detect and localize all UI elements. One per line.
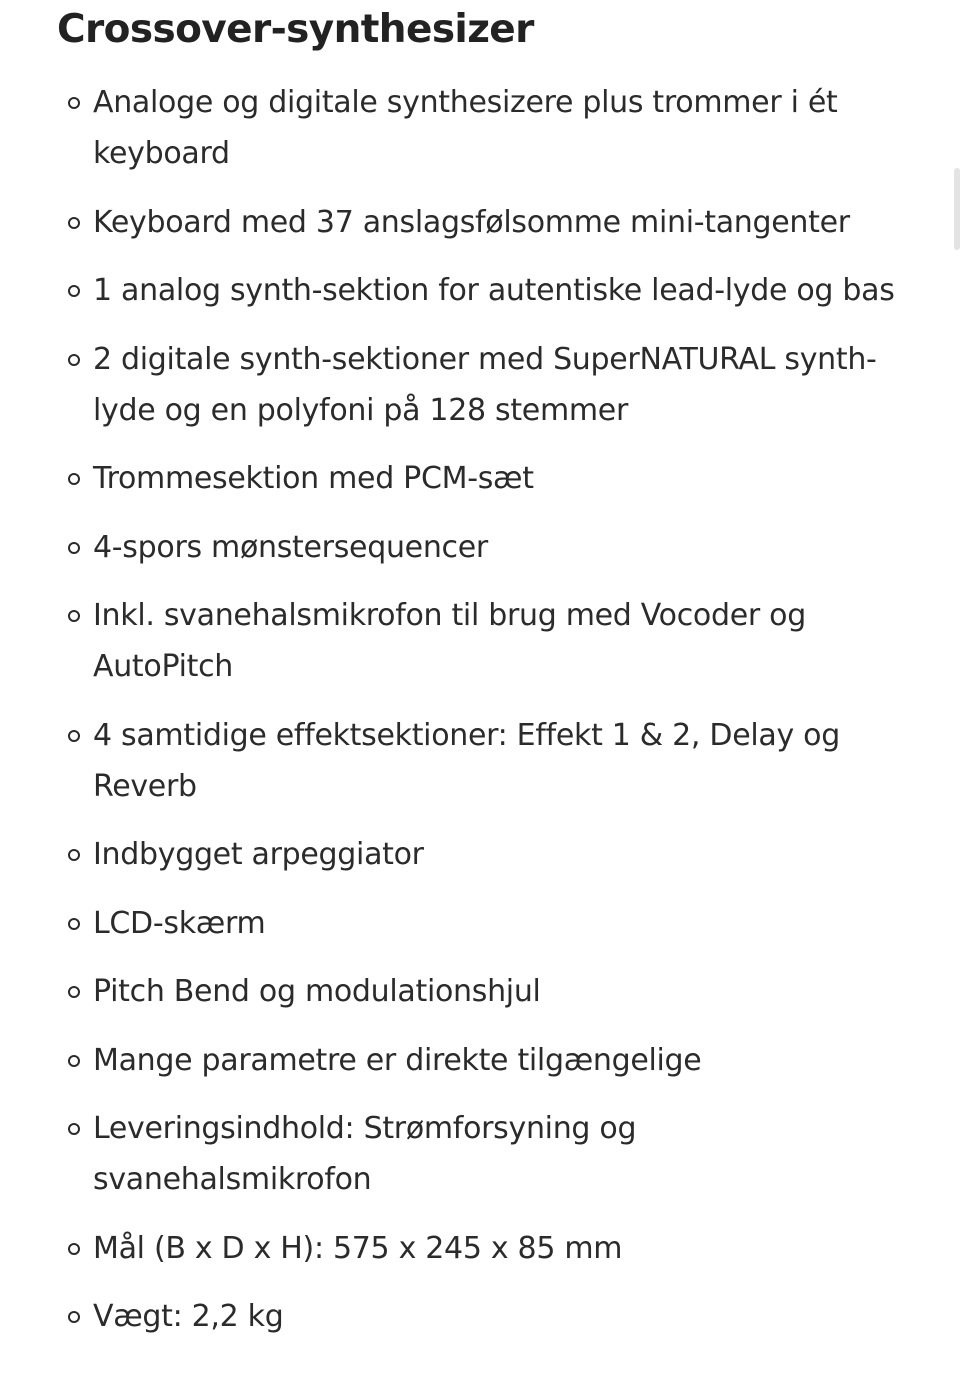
list-item-text: Trommesektion med PCM-sæt [93,461,534,496]
list-item-text: Mål (B x D x H): 575 x 245 x 85 mm [93,1230,623,1266]
bullet-icon [68,1055,80,1067]
list-item [66,590,896,692]
list-item-text: Indbygget arpeggiator [93,837,424,872]
list-item [66,265,896,316]
bullet-icon [68,986,80,998]
list-item [66,1291,896,1342]
bullet-icon [68,730,80,742]
list-item [66,966,896,1017]
bullet-icon [68,1243,80,1255]
list-item-text: Keyboard med 37 anslagsfølsomme mini-tangenter [93,204,850,240]
list-item [66,1223,896,1274]
list-item-text: LCD-skærm [93,905,266,941]
bullet-icon [68,285,80,297]
list-item-text: 4 samtidige effektsektioner: Effekt 1 & 2, Delay og Reverb [93,717,840,804]
list-item-text: Pitch Bend og modulationshjul [93,974,541,1009]
list-item [66,77,896,179]
list-item-text: Inkl. svanehalsmikrofon til brug med Vocoder og AutoPitch [93,598,806,684]
list-item [66,334,896,436]
bullet-icon [68,1123,80,1135]
list-item-text: Vægt: 2,2 kg [93,1299,284,1334]
bullet-icon [68,610,80,622]
bullet-icon [68,849,80,861]
bullet-icon [68,918,80,930]
feature-list [66,77,896,1360]
list-item [66,1103,896,1205]
list-item-text: 4-spors mønstersequencer [93,529,488,565]
list-item [66,1035,896,1086]
scrollbar-thumb[interactable] [954,168,960,250]
list-item [66,197,896,248]
page-title: Crossover-synthesizer [57,7,534,52]
bullet-icon [68,1311,80,1323]
list-item-text: 1 analog synth-sektion for autentiske lead-lyde og bas [93,273,895,308]
list-item-text: 2 digitale synth-sektioner med SuperNATURAL synth-lyde og en polyfoni på 128 stemmer [93,341,877,428]
list-item-text: Leveringsindhold: Strømforsyning og svanehalsmikrofon [93,1111,637,1197]
list-item-text: Analoge og digitale synthesizere plus trommer i ét keyboard [93,85,838,171]
list-item-text: Mange parametre er direkte tilgængelige [93,1042,702,1078]
list-item [66,710,896,812]
bullet-icon [68,217,80,229]
list-item [66,522,896,573]
bullet-icon [68,542,80,554]
bullet-icon [68,354,80,366]
list-item [66,898,896,949]
bullet-icon [68,97,80,109]
list-item [66,453,896,504]
bullet-icon [68,473,80,485]
list-item [66,829,896,880]
